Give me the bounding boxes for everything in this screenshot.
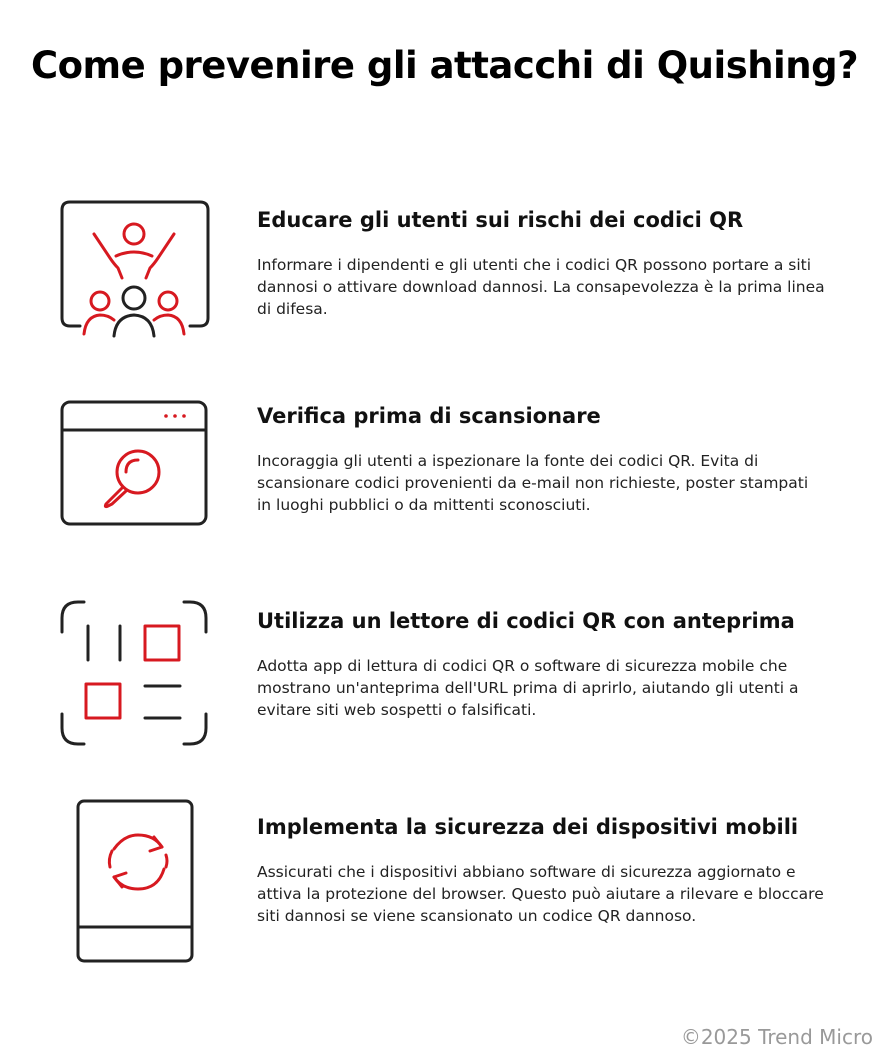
item-description: Adotta app di lettura di codici QR o software di sicurezza mobile che mostrano un'anteprima dell'URL prima di aprirlo, aiutando gli utenti a evitare siti web sospetti o falsificati. — [257, 657, 799, 719]
browser-magnifier-icon — [58, 398, 210, 533]
item-title: Utilizza un lettore di codici QR con anteprima — [257, 609, 795, 633]
page-title: Come prevenire gli attacchi di Quishing? — [30, 44, 859, 87]
item-description: Incoraggia gli utenti a ispezionare la fonte dei codici QR. Evita di scansionare codici provenienti da e-mail non richieste, poster stampati in luoghi pubblici o da mittenti sconosciuti. — [257, 452, 809, 514]
item-description: Assicurati che i dispositivi abbiano software di sicurezza aggiornato e attiva la protezione del browser. Questo può aiutare a rilevare e bloccare siti dannosi se viene scansionato un codice QR dannoso. — [257, 863, 824, 925]
people-celebrating-icon — [58, 198, 212, 345]
item-description: Informare i dipendenti e gli utenti che i codici QR possono portare a siti dannosi o attivare download dannosi. La consapevolezza è la prima linea di difesa. — [257, 256, 825, 318]
phone-refresh-icon — [74, 797, 196, 970]
item-title: Verifica prima di scansionare — [257, 404, 601, 428]
item-title: Educare gli utenti sui rischi dei codici QR — [257, 208, 744, 232]
copyright-footer: ©2025 Trend Micro — [680, 1025, 873, 1049]
item-title: Implementa la sicurezza dei dispositivi mobili — [257, 815, 799, 839]
qr-scan-icon — [58, 598, 210, 753]
